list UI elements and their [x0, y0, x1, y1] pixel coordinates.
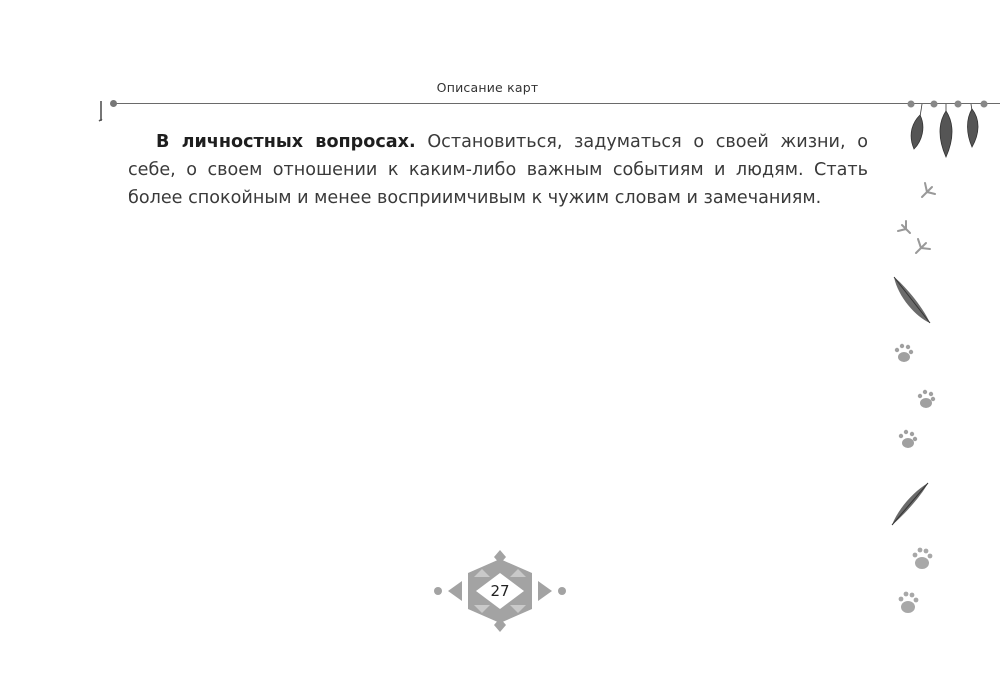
paw-print-icon: [895, 344, 935, 448]
margin-decoration: [880, 95, 1000, 635]
rule-end-bead: [110, 100, 117, 107]
paragraph-lead: В личностных вопросах.: [156, 132, 416, 152]
paw-print-icon: [899, 548, 933, 613]
body-paragraph: [128, 128, 868, 212]
feather-icon: [911, 104, 978, 157]
page-number: 27: [490, 582, 510, 600]
paragraph-text: Остановиться, задуматься о своей жизни, о себе, о своем отношении к каким-либо важным событиям и людям. Стать более спокойным и менее восприимчивым к чужим словам и замечаниям.: [128, 132, 868, 208]
page-number-ornament: [420, 545, 580, 635]
feather-icon: [894, 277, 930, 323]
bird-track-icon: [898, 183, 935, 253]
header-rule: [112, 103, 1000, 104]
feather-icon: [892, 483, 928, 525]
rule-beads: [908, 101, 988, 108]
rule-hook-icon: [98, 101, 104, 123]
running-title: Описание карт: [436, 80, 539, 95]
